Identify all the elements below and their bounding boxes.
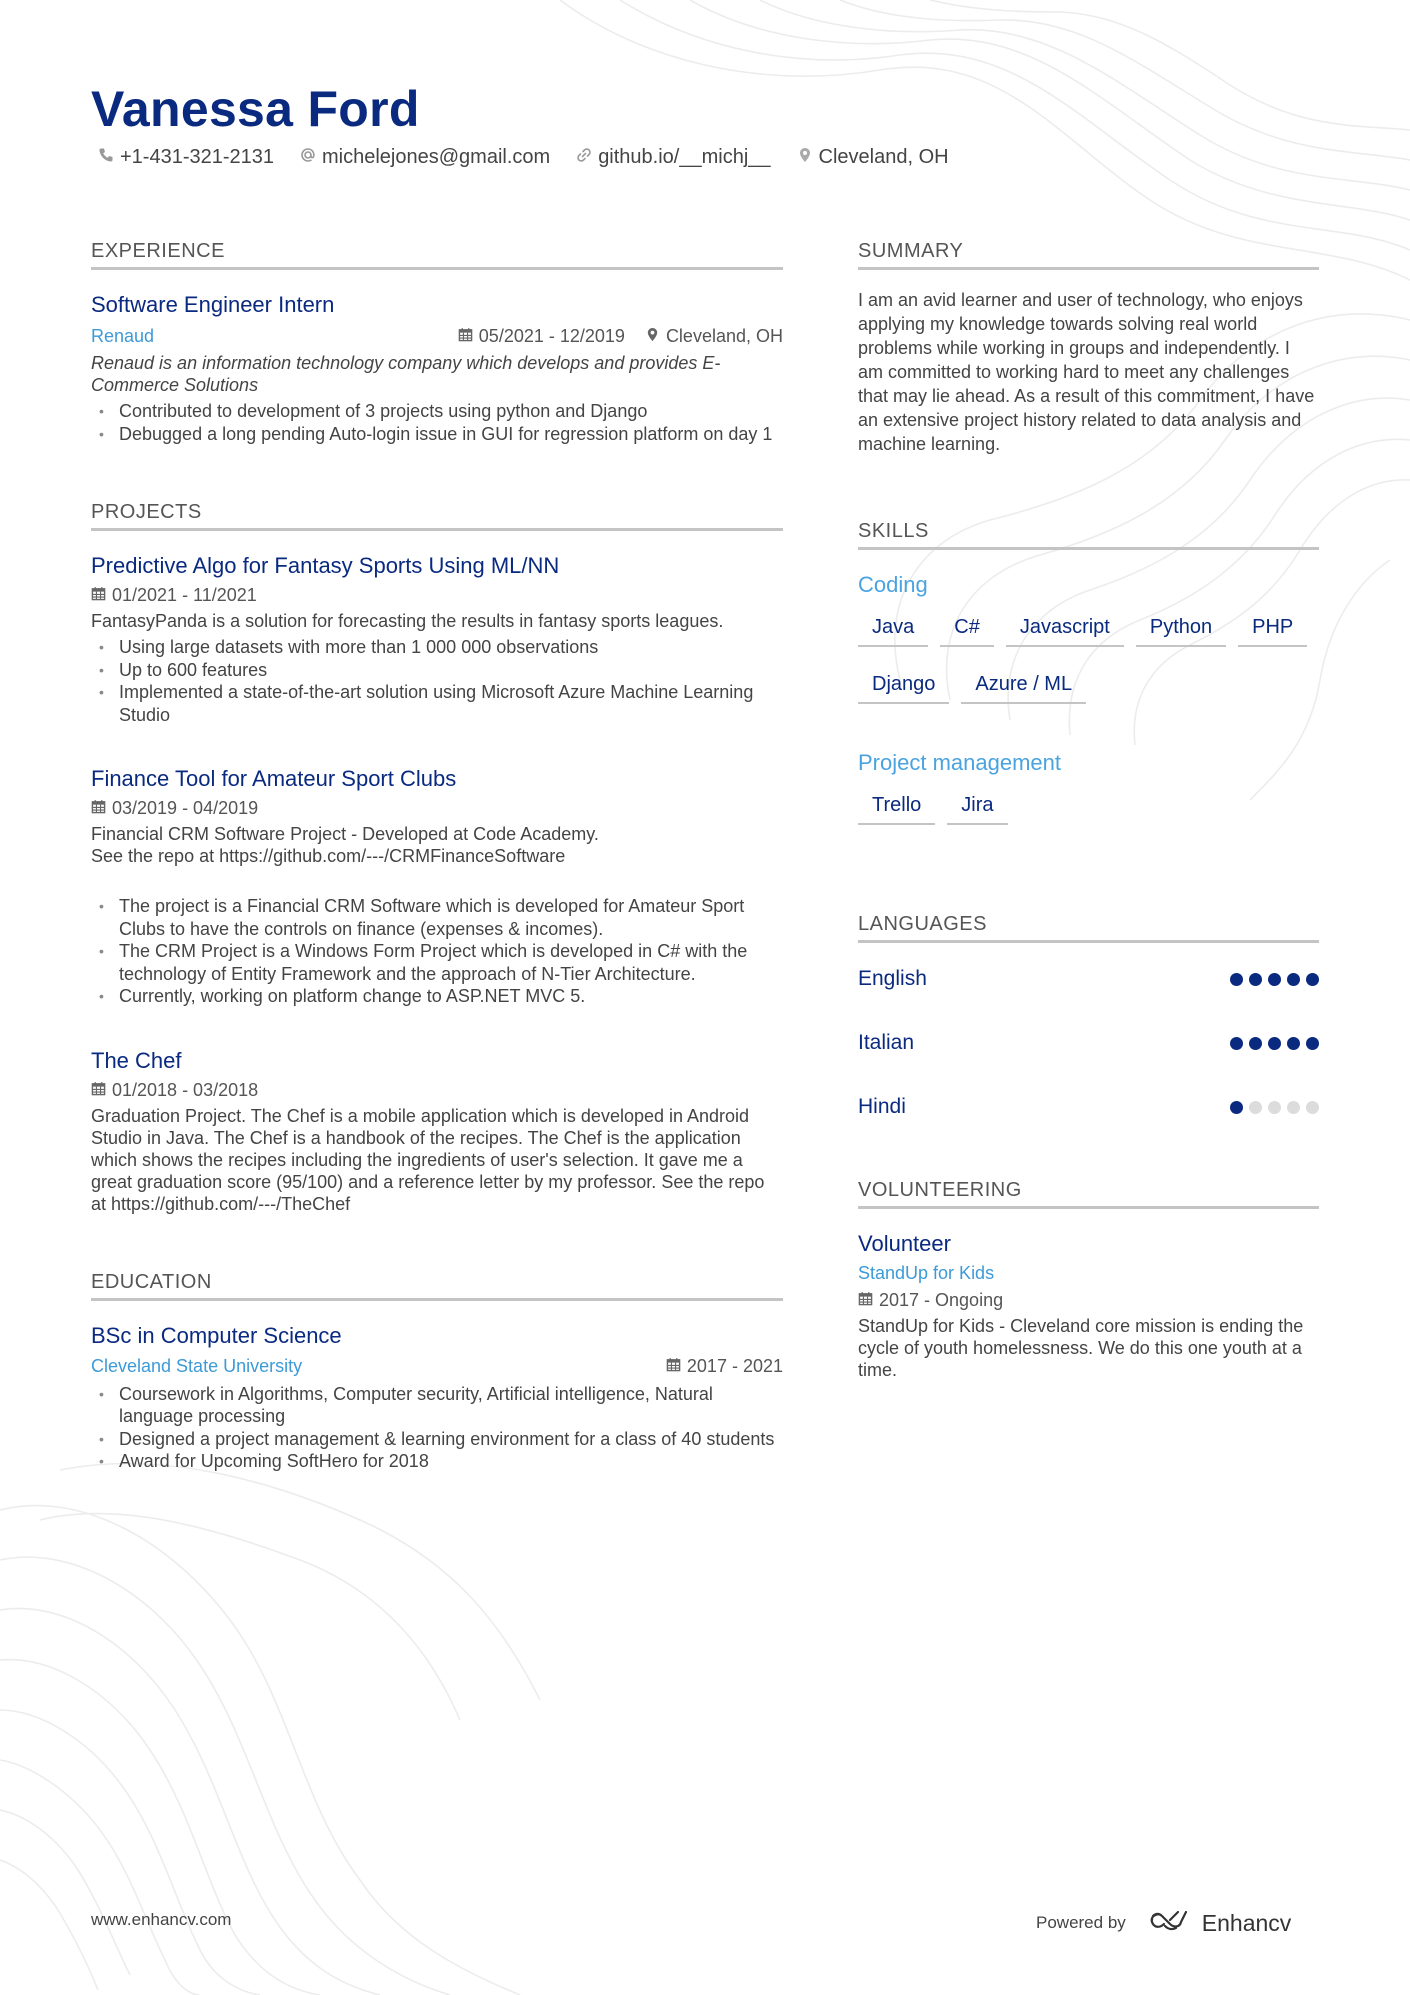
skill-tag: C# [940, 612, 994, 647]
brand-logo[interactable] [1148, 1908, 1292, 1938]
level-dot-filled [1230, 973, 1243, 986]
volunteering-heading: VOLUNTEERING [858, 1179, 1319, 1209]
language-row [858, 1075, 1319, 1139]
project-entry [91, 766, 783, 1008]
volunteer-role: Volunteer [858, 1231, 951, 1256]
project-title: Predictive Algo for Fantasy Sports Using ML/NN [91, 553, 560, 578]
skill-tags-coding [858, 612, 1319, 704]
education-bullets [91, 1383, 783, 1473]
language-level [1230, 1101, 1319, 1114]
skill-tag: Azure / ML [961, 669, 1086, 704]
link-icon [576, 146, 592, 169]
job-meta [458, 326, 783, 347]
skill-tags-project-management [858, 790, 1319, 825]
map-pin-icon [797, 146, 813, 169]
map-pin-icon [645, 326, 660, 347]
at-icon [300, 146, 316, 169]
list-item: • The CRM Project is a Windows Form Project which is developed in C# with the technology of Entity Framework and the approach of N-Tier Architecture. [91, 940, 783, 985]
level-dot-empty [1287, 1101, 1300, 1114]
skill-tag: PHP [1238, 612, 1307, 647]
project-entry [91, 1048, 783, 1215]
contact-bar [98, 146, 949, 169]
project-dates-text: 03/2019 - 04/2019 [112, 798, 259, 818]
level-dot-filled [1268, 973, 1281, 986]
level-dot-empty [1268, 1101, 1281, 1114]
job-dates [458, 326, 625, 347]
language-row [858, 947, 1319, 1011]
project-entry [91, 553, 783, 726]
degree-title: BSc in Computer Science [91, 1322, 342, 1348]
level-dot-empty [1306, 1101, 1319, 1114]
job-bullets [91, 400, 783, 445]
list-item: • Award for Upcoming SoftHero for 2018 [91, 1450, 783, 1473]
calendar-icon [858, 1290, 873, 1311]
job-title: Software Engineer Intern [91, 292, 335, 317]
skill-tag: Trello [858, 790, 935, 825]
school-name[interactable]: Cleveland State University [91, 1356, 303, 1376]
calendar-icon [91, 585, 106, 606]
volunteering-entry [858, 1231, 1319, 1381]
list-item: • Up to 600 features [91, 659, 783, 682]
level-dot-empty [1249, 1101, 1262, 1114]
contact-phone[interactable] [98, 146, 274, 169]
list-item: • Using large datasets with more than 1 000 000 observations [91, 636, 783, 659]
project-dates [91, 798, 783, 819]
project-bullets [91, 895, 783, 1008]
job-meta-row [91, 324, 783, 348]
languages-heading: LANGUAGES [858, 913, 1319, 943]
calendar-icon [458, 326, 473, 347]
level-dot-filled [1268, 1037, 1281, 1050]
skill-group-title: Project management [858, 750, 1061, 775]
level-dot-filled [1230, 1101, 1243, 1114]
phone-text: +1-431-321-2131 [120, 146, 275, 168]
calendar-icon [666, 1356, 681, 1377]
languages-list [858, 947, 1319, 1139]
level-dot-filled [1249, 973, 1262, 986]
summary-text: I am an avid learner and user of technology, who enjoys applying my knowledge towards solving real world problems while working in groups and independently. I am committed to working hard to meet any challenges that may lie ahead. As a result of this commitment, I have an extensive project history related to data analysis and machine learning. [858, 290, 1315, 454]
level-dot-filled [1249, 1037, 1262, 1050]
education-dates [666, 1356, 783, 1377]
language-level [1230, 1037, 1319, 1050]
enhancv-logo-icon [1148, 1908, 1194, 1938]
level-dot-filled [1287, 1037, 1300, 1050]
skill-tag: Django [858, 669, 949, 704]
level-dot-filled [1306, 973, 1319, 986]
calendar-icon [91, 1080, 106, 1101]
right-column [858, 240, 1319, 1381]
project-title: The Chef [91, 1047, 182, 1073]
skill-tag: Java [858, 612, 928, 647]
language-name: Hindi [858, 1095, 906, 1118]
level-dot-filled [1306, 1037, 1319, 1050]
language-name: Italian [858, 1031, 915, 1054]
location-text: Cleveland, OH [818, 146, 949, 168]
summary-heading: SUMMARY [858, 240, 1319, 270]
website-text: github.io/__michj__ [598, 146, 771, 168]
experience-heading: EXPERIENCE [91, 240, 783, 270]
brand-name: Enhancv [1201, 1909, 1292, 1936]
volunteer-description: StandUp for Kids - Cleveland core mission is ending the cycle of youth homelessness. We do this one youth at a time. [858, 1316, 1304, 1380]
education-dates-text: 2017 - 2021 [686, 1356, 783, 1376]
contact-email[interactable] [300, 146, 550, 169]
powered-by-label: Powered by [1036, 1913, 1126, 1932]
list-item: • Debugged a long pending Auto-login issue in GUI for regression platform on day 1 [91, 423, 783, 446]
contact-location [797, 146, 949, 169]
list-item: • Coursework in Algorithms, Computer security, Artificial intelligence, Natural language processing [91, 1383, 783, 1428]
calendar-icon [91, 798, 106, 819]
education-meta-row [91, 1355, 783, 1379]
list-item: • Currently, working on platform change to ASP.NET MVC 5. [91, 985, 783, 1008]
skill-tag: Javascript [1006, 612, 1124, 647]
skill-tag: Jira [947, 790, 1007, 825]
experience-entry [91, 292, 783, 445]
education-heading: EDUCATION [91, 1271, 783, 1301]
project-title: Finance Tool for Amateur Sport Clubs [91, 766, 457, 791]
job-location-text: Cleveland, OH [665, 325, 783, 346]
list-item: • Designed a project management & learning environment for a class of 40 students [91, 1428, 783, 1451]
footer-url[interactable]: www.enhancv.com [91, 1910, 232, 1929]
level-dot-filled [1287, 973, 1300, 986]
project-dates [91, 1080, 783, 1101]
language-name: English [858, 967, 927, 990]
email-text: michelejones@gmail.com [322, 146, 551, 168]
project-description [91, 823, 783, 867]
list-item: • Implemented a state-of-the-art solution using Microsoft Azure Machine Learning Studio [91, 681, 783, 726]
powered-by [1036, 1908, 1291, 1938]
project-repo-line[interactable]: See the repo at https://github.com/---/CRMFinanceSoftware [91, 846, 566, 866]
list-item: • Contributed to development of 3 projects using python and Django [91, 400, 783, 423]
volunteer-dates [858, 1290, 1319, 1311]
skill-group-title: Coding [858, 572, 928, 597]
project-dates-text: 01/2021 - 11/2021 [112, 585, 257, 605]
company-description: Renaud is an information technology company which develops and provides E-Commerce Solutions [91, 353, 721, 395]
language-row [858, 1011, 1319, 1075]
job-location [645, 326, 783, 347]
level-dot-filled [1230, 1037, 1243, 1050]
project-description: Graduation Project. The Chef is a mobile application which is developed in Android Studio in Java. The Chef is a handbook of the recipes. The Chef is the application which shows the recipes including the ingredients of user's selection. It gave me a great graduation score (95/100) and a reference letter by my professor. See the repo at https://github.com/---/TheChef [91, 1105, 765, 1214]
contact-website[interactable] [576, 146, 770, 169]
project-description-line: Financial CRM Software Project - Developed at Code Academy. [91, 824, 599, 844]
project-dates [91, 585, 783, 606]
skill-tag: Python [1136, 612, 1226, 647]
skills-heading: SKILLS [858, 520, 1319, 550]
list-item: • The project is a Financial CRM Software which is developed for Amateur Sport Clubs to have the controls on finance (expenses & incomes). [91, 895, 783, 940]
projects-heading: PROJECTS [91, 501, 783, 531]
volunteer-dates-text: 2017 - Ongoing [879, 1290, 1004, 1310]
education-entry [91, 1323, 783, 1473]
phone-icon [98, 146, 114, 169]
job-dates-text: 05/2021 - 12/2019 [478, 325, 625, 346]
project-bullets [91, 636, 783, 726]
volunteer-org[interactable]: StandUp for Kids [858, 1263, 995, 1283]
project-dates-text: 01/2018 - 03/2018 [112, 1079, 259, 1100]
company-name[interactable]: Renaud [91, 325, 155, 346]
candidate-name: Vanessa Ford [91, 81, 420, 137]
language-level [1230, 973, 1319, 986]
left-column [91, 240, 783, 1473]
project-description: FantasyPanda is a solution for forecasting the results in fantasy sports leagues. [91, 611, 724, 631]
